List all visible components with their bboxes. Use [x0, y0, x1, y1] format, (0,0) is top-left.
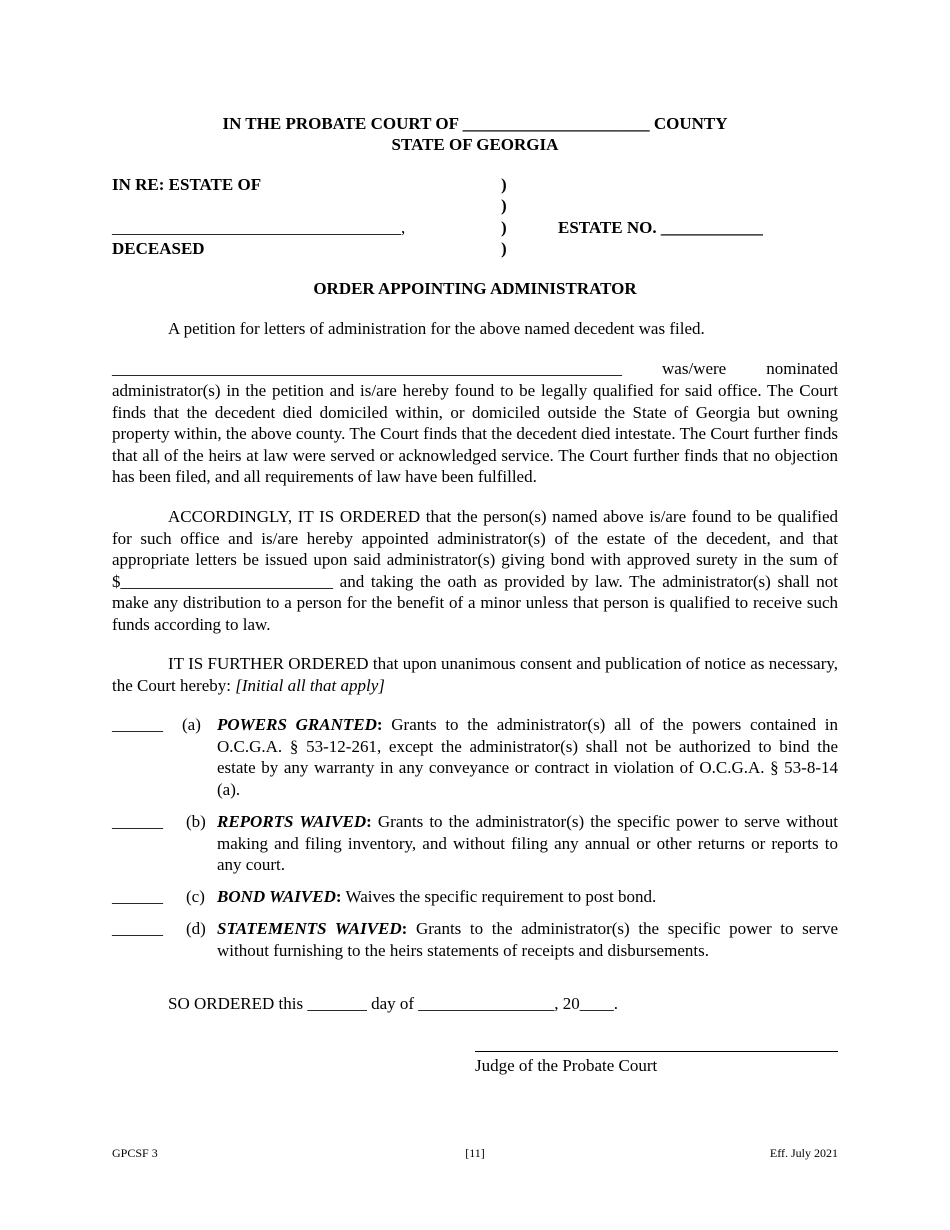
item-letter-a: (a)	[182, 715, 201, 734]
caption-paren: )	[501, 175, 507, 194]
initial-blank-b[interactable]: ______	[112, 812, 163, 831]
accordingly-paragraph: ACCORDINGLY, IT IS ORDERED that the person(s) named above is/are found to be qualified for such office and is/are hereby appointed administrator(s) of the estate of the decedent, and that appropriate letters be issued upon said administrator(s) giving bond with approved surety in the sum of $_________________________ and taking the oath as provided by law. The administrator(s) shall not make any distribution to a person for the benefit of a minor unless that person is qualified to receive such funds according to law.	[112, 507, 838, 634]
caption-paren: )	[501, 239, 507, 258]
further-ordered-paragraph	[112, 653, 838, 696]
item-text: Grants to the administrator(s) the specific power to serve without making and filing inventory, and without filing any annual or other returns or reports to any court.	[217, 812, 838, 874]
order-title: ORDER APPOINTING ADMINISTRATOR	[313, 279, 637, 298]
item-letter-d: (d)	[186, 919, 206, 938]
caption-paren: )	[501, 218, 507, 237]
item-heading: POWERS GRANTED	[217, 715, 377, 734]
item-bond-waived: BOND WAIVED: Waives the specific requirement to post bond.	[217, 887, 657, 906]
item-text: Grants to the administrator(s) all of the powers contained in O.C.G.A. § 53-12-261, except the administrator(s) shall not be authorized to bind the estate by any warranty in any conveyance or contract in violation of O.C.G.A. § 53-8-14 (a).	[217, 715, 839, 799]
item-reports-waived: REPORTS WAIVED: Grants to the administrator(s) the specific power to serve without making and filing inventory, and without filing any annual or other returns or reports to any court.	[217, 812, 838, 874]
item-heading: BOND WAIVED	[217, 887, 336, 906]
in-re-label: IN RE: ESTATE OF	[112, 175, 262, 194]
findings-paragraph: administrator(s) in the petition and is/are hereby found to be legally qualified for said office. The Court finds that the decedent died domiciled within, or domiciled outside the State of Georgia but owning property within, the above county. The Court finds that the decedent died intestate. The Court further finds that all of the heirs at law were served or acknowledged service. The Court further finds that no objection has been filed, and all requirements of law have been fulfilled.	[112, 381, 838, 486]
initial-blank-a[interactable]: ______	[112, 715, 163, 734]
initial-instruction: [Initial all that apply]	[235, 675, 385, 695]
decedent-name-blank[interactable]: __________________________________,	[112, 218, 406, 237]
item-powers-granted: POWERS GRANTED: Grants to the administrator(s) all of the powers contained in O.C.G.A. § 53-12-261, except the administrator(s) shall not be authorized to bind the estate by any warranty in any conveyance or contract in violation of O.C.G.A. § 53-8-14 (a).	[217, 715, 839, 799]
item-heading: REPORTS WAIVED	[217, 812, 367, 831]
item-letter-c: (c)	[186, 887, 205, 906]
effective-date: Eff. July 2021	[769, 1146, 838, 1160]
state-heading: STATE OF GEORGIA	[391, 135, 559, 154]
court-heading: IN THE PROBATE COURT OF ______________________ COUNTY	[222, 114, 728, 133]
further-ordered-text: IT IS FURTHER ORDERED that upon unanimous consent and publication of notice as necessary, the Court hereby:	[112, 654, 838, 695]
item-letter-b: (b)	[186, 812, 206, 831]
page-number: [11]	[465, 1146, 485, 1160]
nominee-blank-line[interactable]: ____________________________________________________________ was/were nominated	[112, 359, 838, 378]
deceased-label: DECEASED	[112, 239, 205, 258]
caption-paren: )	[501, 196, 507, 215]
initial-blank-c[interactable]: ______	[112, 887, 163, 906]
item-statements-waived: STATEMENTS WAIVED: Grants to the administrator(s) the specific power to serve without furnishing to the heirs statements of receipts and disbursements.	[217, 919, 838, 960]
so-ordered-line[interactable]: SO ORDERED this _______ day of ________________, 20____.	[168, 994, 619, 1013]
estate-number-field[interactable]: ESTATE NO. ____________	[558, 218, 763, 237]
petition-paragraph: A petition for letters of administration for the above named decedent was filed.	[168, 319, 705, 338]
item-text: Grants to the administrator(s) the specific power to serve without furnishing to the heirs statements of receipts and disbursements.	[217, 919, 838, 960]
judge-signature-label: Judge of the Probate Court	[475, 1056, 658, 1075]
form-code: GPCSF 3	[112, 1146, 158, 1160]
signature-line[interactable]	[475, 1051, 838, 1052]
initial-blank-d[interactable]: ______	[112, 919, 163, 938]
item-text: Waives the specific requirement to post bond.	[345, 887, 657, 906]
item-heading: STATEMENTS WAIVED	[217, 919, 402, 938]
